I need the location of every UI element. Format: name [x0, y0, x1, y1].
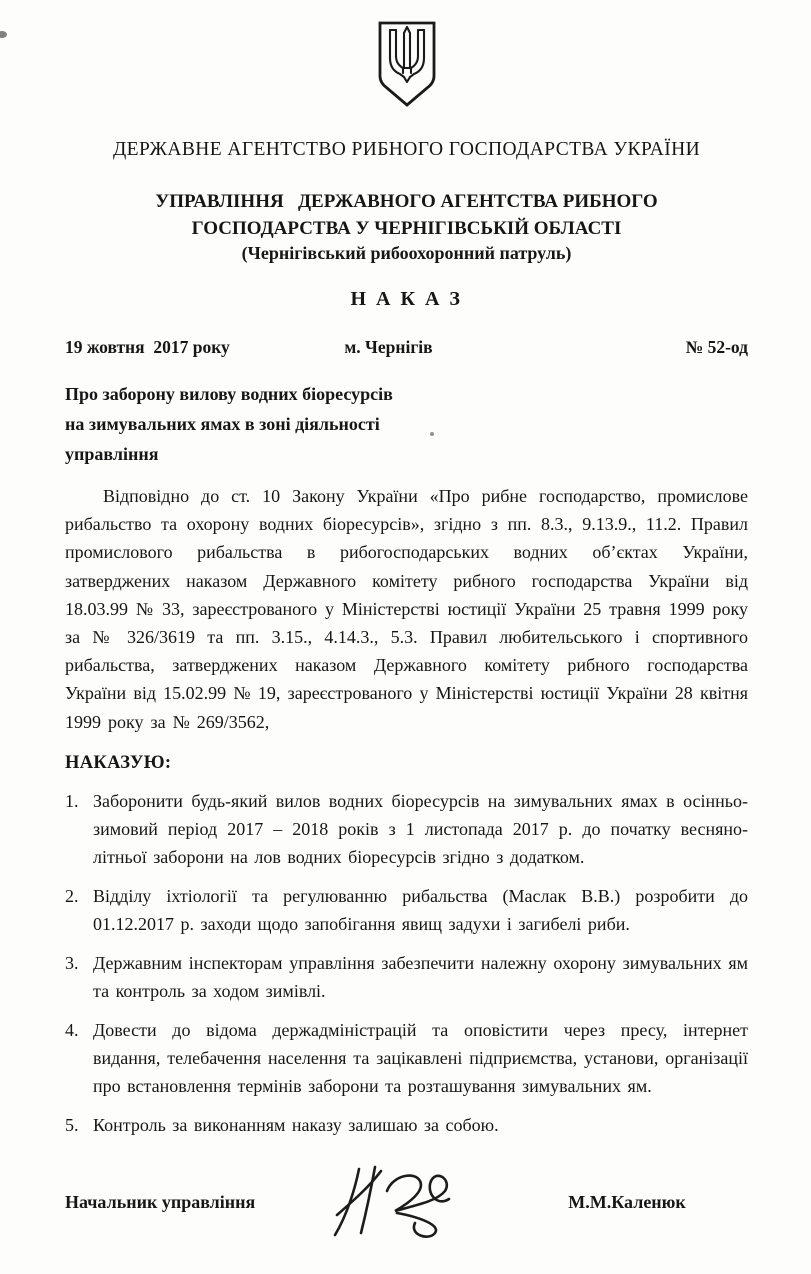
department-subtitle: (Чернігівський рибоохоронний патруль) — [241, 243, 572, 263]
coat-of-arms-icon — [374, 20, 440, 108]
order-place: м. Чернігів — [344, 337, 433, 357]
order-item — [65, 949, 748, 1005]
order-number: № 52-од — [685, 337, 748, 357]
order-item-number: 3. — [65, 952, 79, 973]
order-date: 19 жовтня 2017 року — [65, 337, 230, 357]
order-item — [65, 1111, 748, 1139]
order-item-number: 2. — [65, 885, 79, 906]
order-item-text: Довести до відома держадміністрацій та оповістити через пресу, інтернет видання, телебачення населення та зацікавлені підприємства, установи, організації про встановлення термінів заборони та розташування зимувальних ям. — [93, 1019, 748, 1096]
subject-line: управління — [65, 444, 159, 464]
signature-scribble-icon — [325, 1163, 500, 1246]
agency-name: ДЕРЖАВНЕ АГЕНТСТВО РИБНОГО ГОСПОДАРСТВА УКРАЇНИ — [112, 139, 701, 160]
order-item — [65, 882, 748, 938]
subject-line: Про заборону вилову водних біоресурсів — [65, 384, 393, 404]
scan-artifact — [0, 31, 7, 38]
order-item-text: Відділу іхтіології та регулюванню рибальства (Маслак В.В.) розробити до 01.12.2017 р. заходи щодо запобігання явищ задухи і загибелі риби. — [93, 885, 748, 934]
subject-block — [65, 379, 495, 469]
order-item — [65, 1016, 748, 1100]
order-heading: НАКАЗУЮ: — [65, 752, 172, 773]
signatory-name: М.М.Каленюк — [568, 1191, 686, 1212]
department-name-line1: УПРАВЛІННЯ ДЕРЖАВНОГО АГЕНТСТВА РИБНОГО — [155, 191, 658, 212]
order-item-number: 4. — [65, 1019, 79, 1040]
order-item — [65, 787, 748, 871]
order-meta-row — [65, 337, 748, 358]
order-item-text: Контроль за виконанням наказу залишаю за собою. — [93, 1114, 499, 1135]
preamble-paragraph: Відповідно до ст. 10 Закону України «Про рибне господарство, промислове рибальство та охорону водних біоресурсів», згідно з пп. 8.3., 9.13.9., 11.2. Правил промислового рибальства в рибогосподарських водних об’єктах України, затверджених наказом Державного комітету рибного господарства України від 18.03.99 № 33, зареєстрованого у Міністерстві юстиції України 25 травня 1999 року за № 326/3619 та пп. 3.15., 4.14.3., 5.3. Правил любительського і спортивного рибальства, затверджених наказом Державного комітету рибного господарства України від 15.02.99 № 19, зареєстрованого у Міністерстві юстиції України 28 квітня 1999 року за № 269/3562, — [65, 486, 748, 732]
order-item-text: Заборонити будь-який вилов водних біоресурсів на зимувальних ямах в осінньо-зимовий період 2017 – 2018 років з 1 листопада 2017 р. до початку весняно-літньої заборони на лов водних біоресурсів згідно з додатком. — [93, 790, 748, 867]
order-list — [65, 787, 748, 1139]
scan-artifact — [430, 432, 434, 436]
department-name-line2: ГОСПОДАРСТВА У ЧЕРНІГІВСЬКІЙ ОБЛАСТІ — [191, 218, 622, 239]
order-item-number: 5. — [65, 1114, 79, 1135]
order-item-number: 1. — [65, 790, 79, 811]
signatory-position: Начальник управління — [65, 1191, 256, 1212]
document-type-title: Н А К А З — [350, 288, 463, 310]
subject-line: на зимувальних ямах в зоні діяльності — [65, 414, 380, 434]
order-item-text: Державним інспекторам управління забезпечити належну охорону зимувальних ям та контроль за ходом зимівлі. — [93, 952, 748, 1001]
signature-row — [65, 1161, 748, 1244]
